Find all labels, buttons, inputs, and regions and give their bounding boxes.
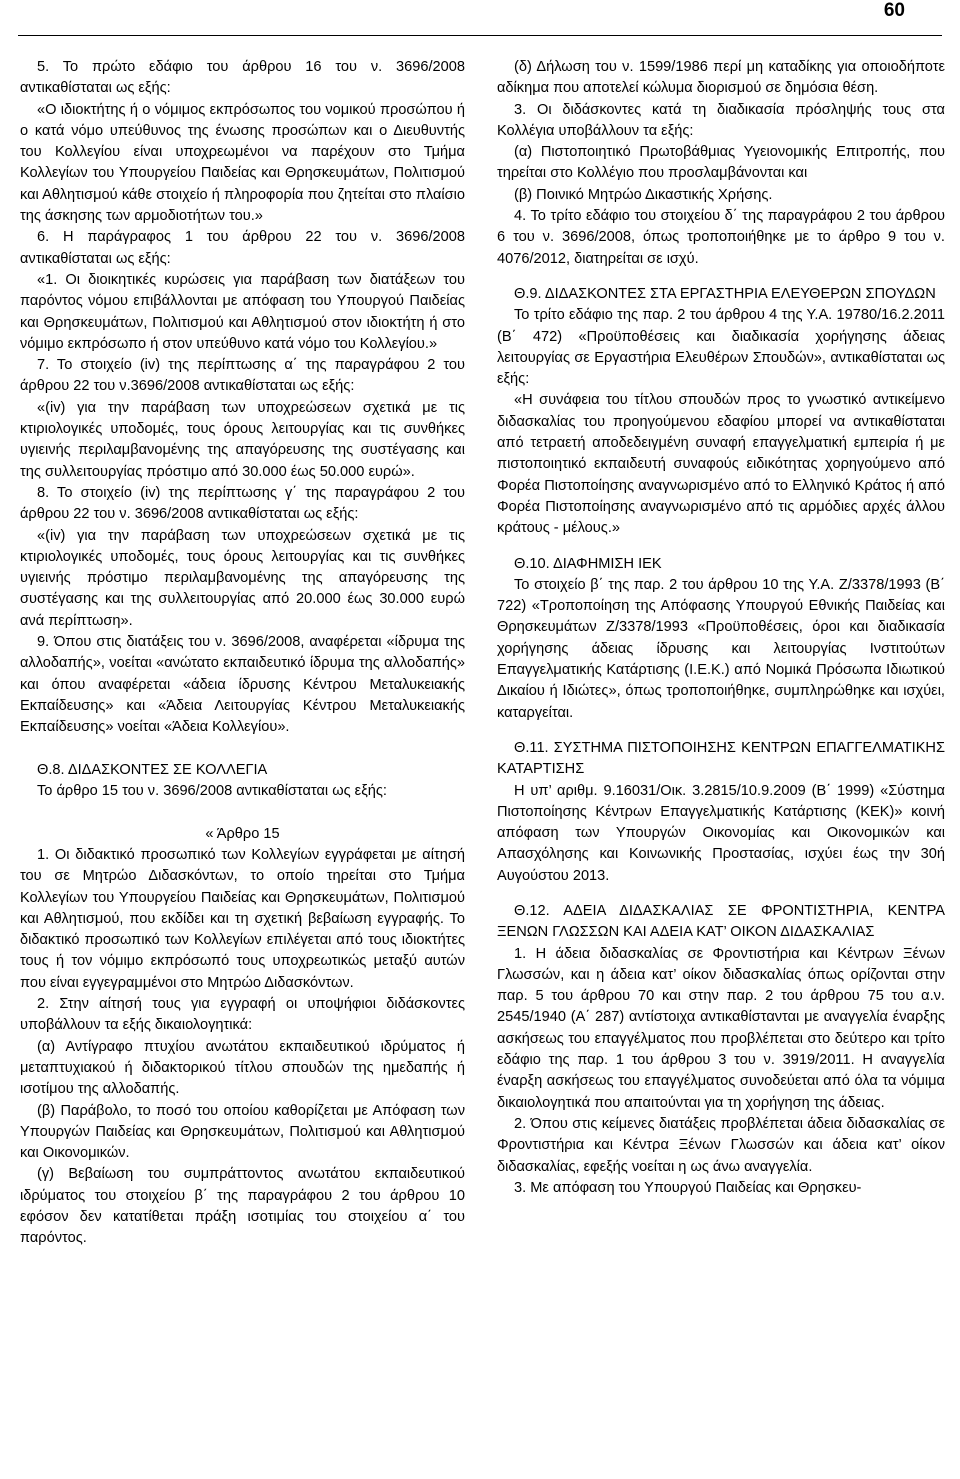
paragraph: Το τρίτο εδάφιο της παρ. 2 του άρθρου 4 της Υ.Α. 19780/16.2.2011 (Β΄ 472) «Προϋποθέσεις και διαδικασία χορήγησης άδειας λειτουργίας σε Εργαστήρια Ελευθέρων Σπουδών», αντικαθίσταται ως εξής: bbox=[497, 307, 945, 388]
article-heading: « Άρθρο 15 bbox=[205, 825, 280, 842]
paragraph: (δ) Δήλωση του ν. 1599/1986 περί μη καταδίκης για οποιοδήποτε αδίκημα που αποτελεί κώλυμα διορισμού σε δημόσια θέση. bbox=[497, 59, 945, 97]
paragraph: «Η συνάφεια του τίτλου σπουδών προς το γνωστικό αντικείμενο διδασκαλίας του προηγούμενου εδαφίου μπορεί να αντικαθίσταται από τετραετή αποδεδειγμένη συναφή επαγγελματική εμπειρία ή με πιστοποιητικό εκπαιδευτή συναφούς ειδικότητας χορηγούμενο από Φορέα Πιστοποίησης αναγνωρισμένο από το Ελληνικό Κράτος ή από Φορέα Πιστοποίησης αναγνωρισμένο από τις αρμόδιες αρχές άλλου κράτους - μέλους.» bbox=[497, 392, 945, 537]
paragraph: Η υπ’ αριθμ. 9.16031/Οικ. 3.2815/10.9.2009 (Β΄ 1999) «Σύστημα Πιστοποίησης Κέντρων Επαγγελματικής Κατάρτισης (ΚΕΚ)» κοινή απόφαση των Υπουργών Οικονομίας και Οικονομικών και Απασχόλησης και Κοινωνικής Προστασίας, ισχύει έως την 30ή Αυγούστου 2013. bbox=[497, 782, 945, 884]
paragraph: 7. Το στοιχείο (iv) της περίπτωσης α΄ της παραγράφου 2 του άρθρου 22 του ν.3696/2008 αντικαθίσταται ως εξής: bbox=[20, 357, 465, 395]
section-heading: Θ.11. ΣΥΣΤΗΜΑ ΠΙΣΤΟΠΟΙΗΣΗΣ ΚΕΝΤΡΩΝ ΕΠΑΓΓΕΛΜΑΤΙΚΗΣ ΚΑΤΑΡΤΙΣΗΣ bbox=[497, 739, 945, 778]
paragraph: 1. Οι διδακτικό προσωπικό των Κολλεγίων εγγράφεται με αίτησή του σε Μητρώο Διδασκόντων, το οποίο τηρείται στο Τμήμα Κολλεγίων του Υπουργείου Παιδείας και Θρησκευμάτων, Πολιτισμού και Αθλητισμού, που εκδίδει και τη σχετική βεβαίωση εγγραφής. Το διδακτικό προσωπικό των Κολλεγίων επιλέγεται από τους ιδιοκτήτες τους ή τον νόμιμο εκπρόσωπό τους υποχρεωτικώς μεταξύ αυτών που είναι εγγεγραμμένοι στο Μητρώο Διδασκόντων. bbox=[20, 846, 465, 991]
paragraph: (γ) Βεβαίωση του συμπράττοντος ανωτάτου εκπαιδευτικού ιδρύματος του στοιχείου β΄ της παραγράφου 2 του άρθρου 10 εφόσον δεν κατατίθεται πράξη ισοτιμίας του στοιχείου α΄ του παρόντος. bbox=[20, 1166, 465, 1247]
section-heading: Θ.10. ΔΙΑΦΗΜΙΣΗ ΙΕΚ bbox=[514, 555, 662, 572]
section-heading: Θ.9. ΔΙΔΑΣΚΟΝΤΕΣ ΣΤΑ ΕΡΓΑΣΤΗΡΙΑ ΕΛΕΥΘΕΡΩΝ ΣΠΟΥΔΩΝ bbox=[514, 285, 936, 302]
paragraph: «(iv) για την παράβαση των υποχρεώσεων σχετικά με τις κτιριολογικές υποδομές, τους όρους λειτουργίας και τις συνθήκες υγιεινής περιλαμβανομένης της απαγόρευσης της συστέγασης και της συλλειτουργίας πρόστιμο από 30.000 έως 50.000 ευρώ». bbox=[20, 399, 465, 480]
paragraph: (β) Παράβολο, το ποσό του οποίου καθορίζεται με Απόφαση των Υπουργών Παιδείας και Θρησκευμάτων, Πολιτισμού και Αθλητισμού και Οικονομικών. bbox=[20, 1102, 465, 1162]
paragraph: 4. Το τρίτο εδάφιο του στοιχείου δ΄ της παραγράφου 2 του άρθρου 6 του ν. 3696/2008, όπως τροποποιήθηκε με το άρθρο 9 του ν. 4076/2012, διατηρείται σε ισχύ. bbox=[497, 208, 945, 267]
paragraph: 6. Η παράγραφος 1 του άρθρου 22 του ν. 3696/2008 αντικαθίσταται ως εξής: bbox=[20, 229, 465, 267]
paragraph: «Ο ιδιοκτήτης ή ο νόμιμος εκπρόσωπος του νομικού προσώπου ή ο κατά νόμο υπεύθυνος της ένωσης προσώπων και ο Διευθυντής του Κολλεγίου είναι υποχρεωμένοι να παρέχουν στο Τμήμα Κολλεγίων του Υπουργείου Παιδείας και Θρησκευμάτων, Πολιτισμού και Αθλητισμού κάθε στοιχείο ή πληροφορία που ζητείται στο πλαίσιο της άσκησης των αρμοδιοτήτων του.» bbox=[20, 101, 465, 225]
left-column bbox=[20, 57, 465, 1250]
paragraph: 2. Στην αίτησή τους για εγγραφή οι υποψήφιοι διδάσκοντες υποβάλλουν τα εξής δικαιολογητικά: bbox=[20, 996, 465, 1034]
page-number: 60 bbox=[883, 0, 905, 21]
paragraph: (β) Ποινικό Μητρώο Δικαστικής Χρήσης. bbox=[514, 186, 773, 203]
paragraph: Το στοιχείο β΄ της παρ. 2 του άρθρου 10 της Υ.Α. Ζ/3378/1993 (Β΄ 722) «Τροποποίηση της Απόφασης Υπουργού Εθνικής Παιδείας και Θρησκευμάτων Ζ/3378/1993 «Προϋποθέσεις, όροι και διαδικασία χορήγησης άδειας ίδρυσης και λειτουργίας Ινστιτούτων Επαγγελματικής Κατάρτισης (Ι.Ε.Κ.) από Νομικά Πρόσωπα Ιδιωτικού Δικαίου ή Ιδιώτες», όπως τροποποιήθηκε, συμπληρώθηκε και ισχύει, καταργείται. bbox=[497, 576, 945, 721]
section-heading: Θ.8. ΔΙΔΑΣΚΟΝΤΕΣ ΣΕ ΚΟΛΛΕΓΙΑ bbox=[37, 761, 268, 778]
paragraph: «1. Οι διοικητικές κυρώσεις για παράβαση των διατάξεων του παρόντος νόμου επιβάλλονται με απόφαση του Υπουργού Παιδείας και Θρησκευμάτων, Πολιτισμού και Αθλητισμού στον ιδιοκτήτη ή στο νόμιμο εκπρόσωπο ή στον υπεύθυνο κατά νόμο του Κολλεγίου.» bbox=[20, 271, 465, 352]
paragraph: 3. Με απόφαση του Υπουργού Παιδείας και Θρησκευ- bbox=[514, 1179, 862, 1196]
paragraph: (α) Πιστοποιητικό Πρωτοβάθμιας Υγειονομικής Επιτροπής, που τηρείται στο Κολλέγιο που προσλαμβάνονται και bbox=[497, 144, 945, 182]
paragraph: «(iv) για την παράβαση των υποχρεώσεων σχετικά με τις κτιριολογικές υποδομές, τους όρους λειτουργίας και τις συνθήκες υγιεινής πρόστιμο περιλαμβανομένης της απαγόρευσης της συστέγασης και της συλλειτουργίας από 20.000 έως 30.000 ευρώ ανά περίπτωση». bbox=[20, 527, 465, 629]
paragraph: 5. Το πρώτο εδάφιο του άρθρου 16 του ν. 3696/2008 αντικαθίσταται ως εξής: bbox=[20, 59, 465, 97]
header-rule bbox=[18, 35, 942, 36]
paragraph: 9. Όπου στις διατάξεις του ν. 3696/2008, αναφέρεται «ίδρυμα της αλλοδαπής», νοείται «ανώτατο εκπαιδευτικό ίδρυμα της αλλοδαπής» και όπου αναφέρεται «άδεια ίδρυσης Κέντρου Μεταλυκειακής Εκπαίδευσης» και «Άδεια Λειτουργίας Κέντρου Μεταλυκειακής Εκπαίδευσης» νοείται «Άδεια Κολλεγίου». bbox=[20, 634, 465, 736]
paragraph: 8. Το στοιχείο (iv) της περίπτωσης γ΄ της παραγράφου 2 του άρθρου 22 του ν. 3696/2008 αντικαθίσταται ως εξής: bbox=[20, 484, 465, 523]
paragraph: (α) Αντίγραφο πτυχίου ανωτάτου εκπαιδευτικού ιδρύματος ή μεταπτυχιακού ή διδακτορικού τίτλου σπουδών της ημεδαπής ή ισοτίμου της αλλοδαπής. bbox=[20, 1038, 465, 1098]
paragraph: 1. Η άδεια διδασκαλίας σε Φροντιστήρια και Κέντρων Ξένων Γλωσσών, και η άδεια κατ’ οίκον διδασκαλίας όπως ορίζονται στην παρ. 5 του άρθρου 70 και στην παρ. 2 του άρθρου 75 του α.ν. 2545/1940 (Α΄ 287) αντίστοιχα αντικαθίστανται με αναγγελία έναρξης ασκήσεως του επαγγέλματος που προβλέπεται στο δεύτερο και τρίτο εδάφιο της παρ. 1 του άρθρου 3 του ν. 3919/2011. Η αναγγελία έναρξη ασκήσεως του επαγγέλματος συνοδεύεται από όλα τα νόμιμα δικαιολογητικά που απαιτούνται για τη χορήγηση της άδειας. bbox=[497, 945, 945, 1111]
paragraph: 2. Όπου στις κείμενες διατάξεις προβλέπεται άδεια διδασκαλίας σε Φροντιστήρια και Κέντρα Ξένων Γλωσσών και άδεια κατ’ οίκον διδασκαλίας, εφεξής νοείται η ως άνω αναγγελία. bbox=[497, 1115, 945, 1175]
right-column bbox=[497, 57, 945, 1199]
paragraph: Το άρθρο 15 του ν. 3696/2008 αντικαθίσταται ως εξής: bbox=[37, 783, 387, 800]
section-heading: Θ.12. ΑΔΕΙΑ ΔΙΔΑΣΚΑΛΙΑΣ ΣΕ ΦΡΟΝΤΙΣΤΗΡΙΑ, ΚΕΝΤΡΑ ΞΕΝΩΝ ΓΛΩΣΣΩΝ ΚΑΙ ΑΔΕΙΑ ΚΑΤ’ ΟΙΚΟΝ ΔΙΔΑΣΚΑΛΙΑΣ bbox=[497, 902, 945, 941]
paragraph: 3. Οι διδάσκοντες κατά τη διαδικασία πρόσληψής τους στα Κολλέγια υποβάλλουν τα εξής: bbox=[497, 101, 945, 139]
